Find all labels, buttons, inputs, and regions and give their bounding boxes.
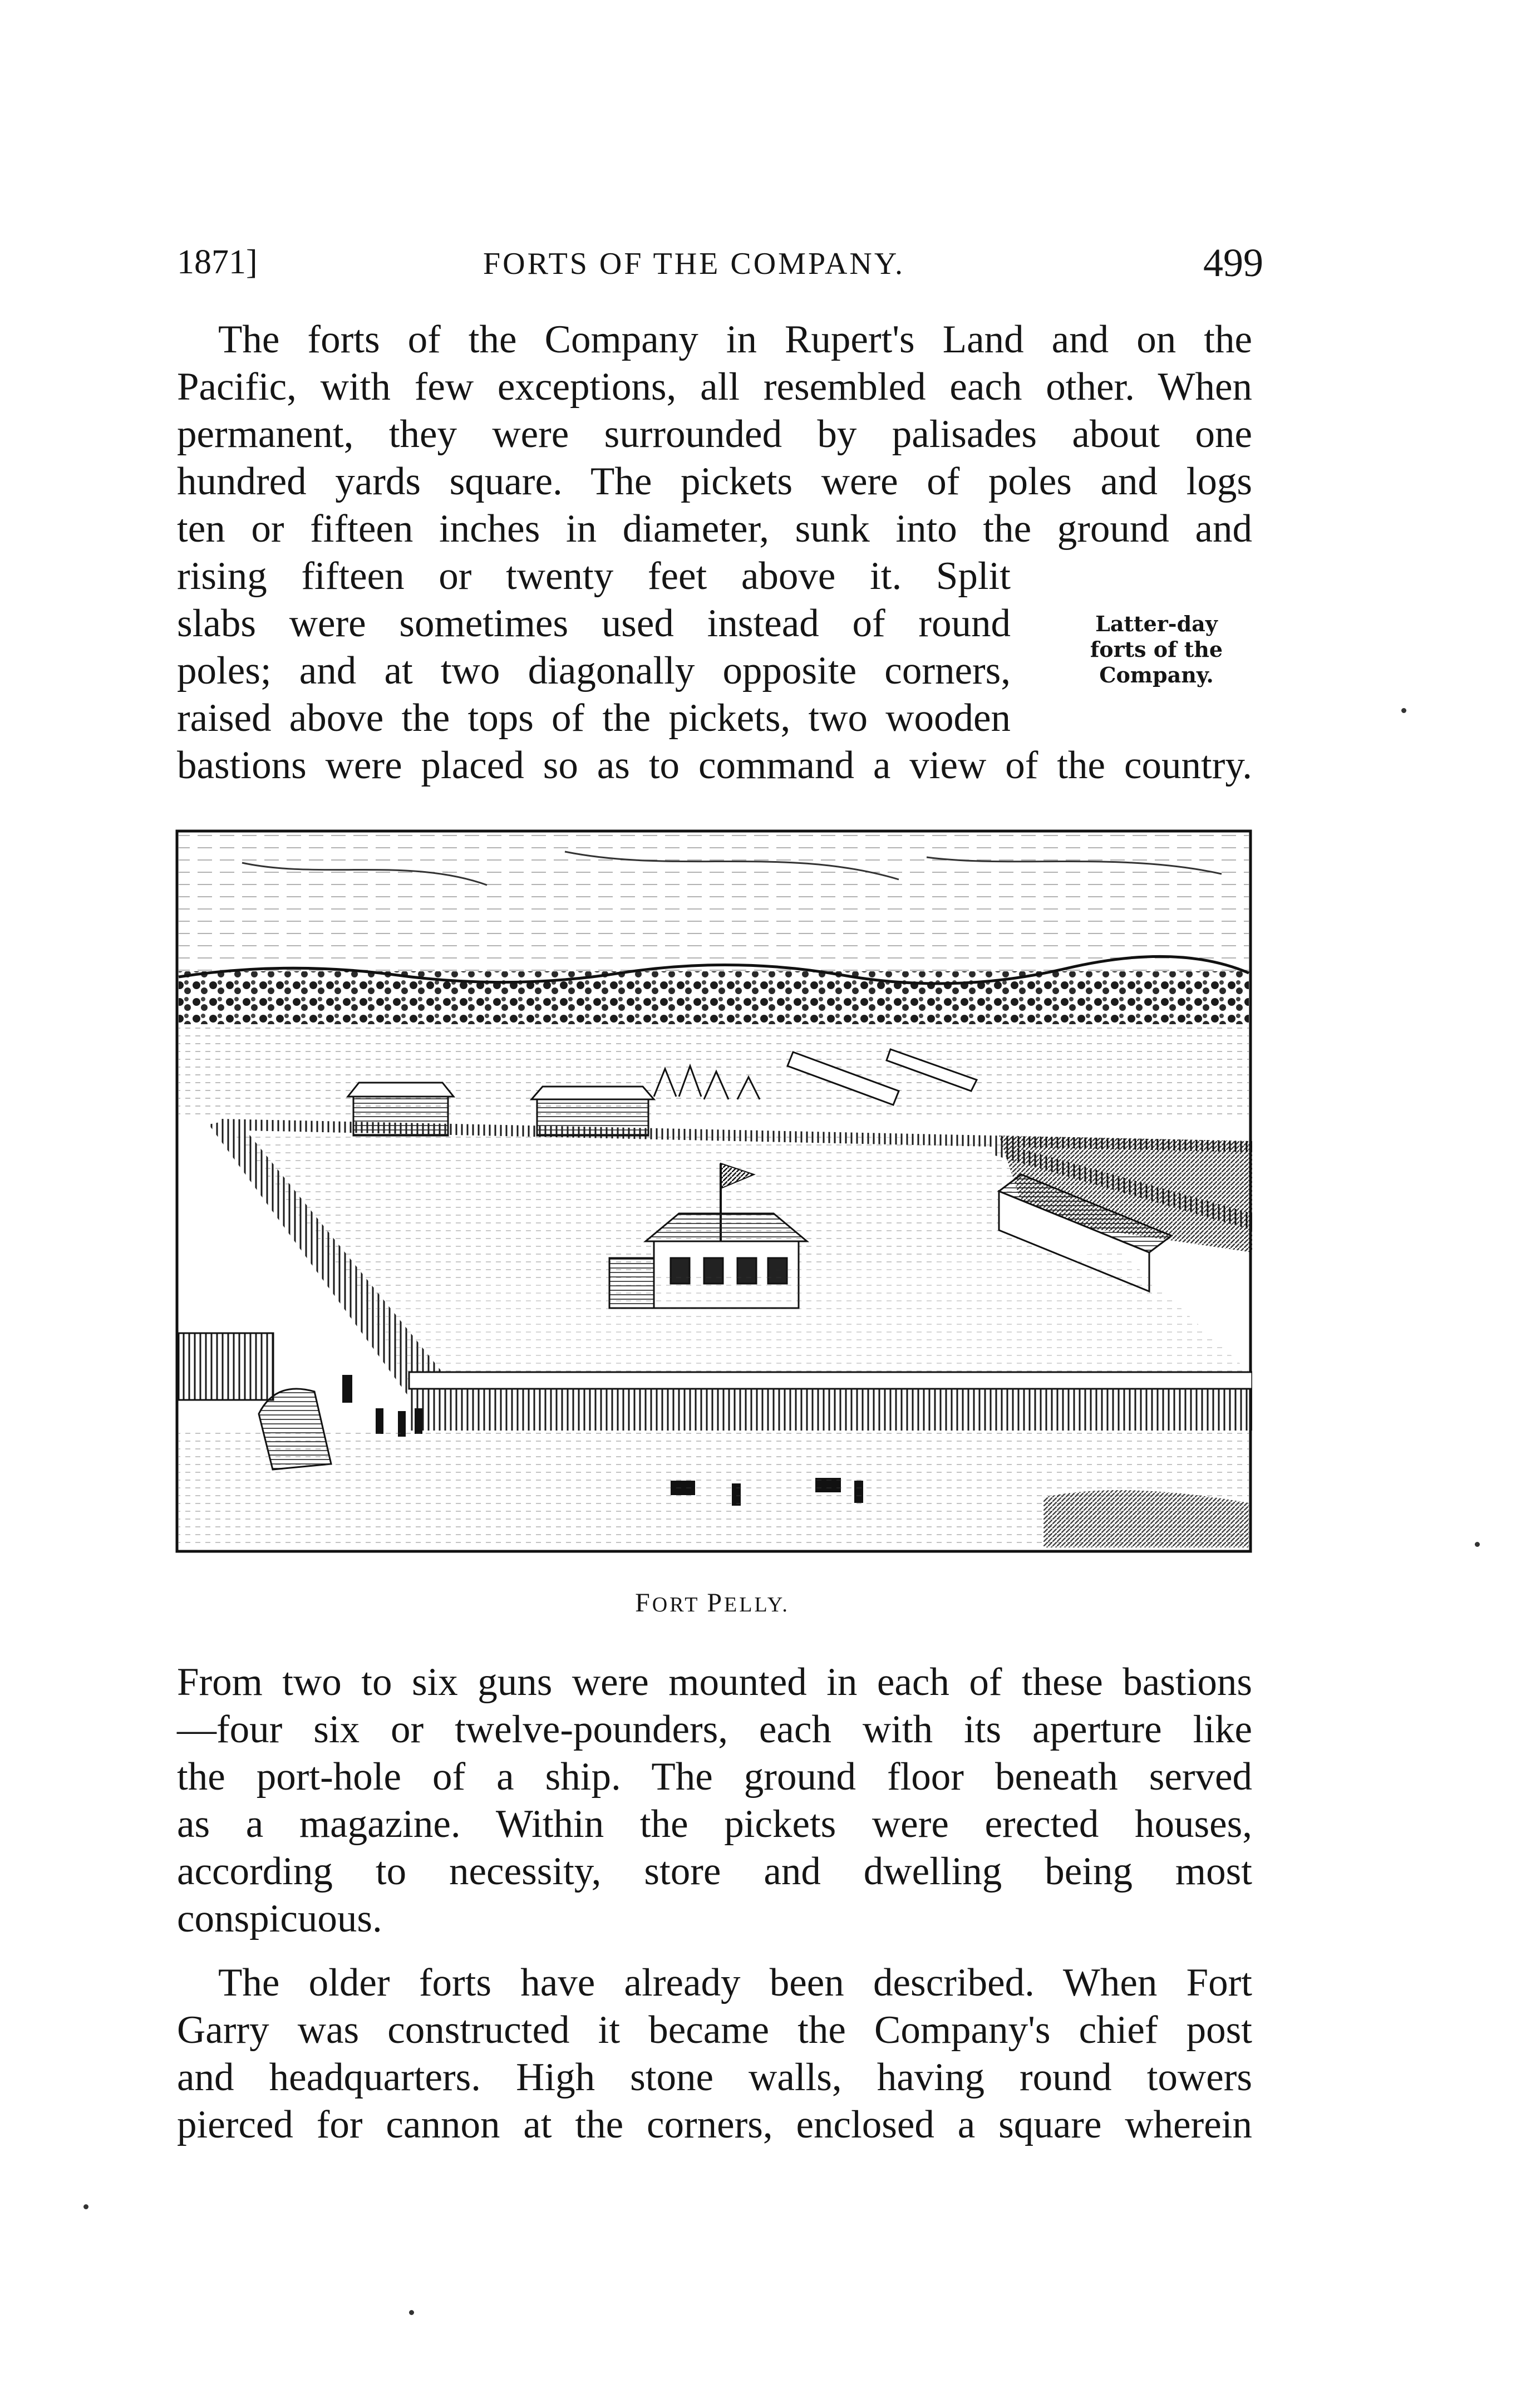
speck	[409, 2310, 414, 2315]
text-line: rising fifteen or twenty feet above it. Split	[177, 554, 1011, 598]
side-note-line: Company.	[1099, 662, 1214, 687]
text-line: permanent, they were surrounded by palisades about one	[177, 412, 1252, 456]
text-line: Pacific, with few exceptions, all resembled each other. When	[177, 365, 1252, 409]
text-line: as a magazine. Within the pickets were erected houses,	[177, 1802, 1252, 1846]
speck	[1401, 708, 1406, 713]
text-line: From two to six guns were mounted in each of these bastions	[177, 1660, 1252, 1704]
page-number: 499	[1203, 240, 1263, 285]
text-line: conspicuous.	[177, 1897, 382, 1940]
side-note-line: Latter-day	[1095, 611, 1218, 636]
text-line: ten or fifteen inches in diameter, sunk into the ground and	[177, 507, 1252, 551]
text-line: hundred yards square. The pickets were of poles and logs	[177, 460, 1252, 503]
caption-initial: P	[707, 1588, 725, 1618]
speck	[1475, 1542, 1480, 1547]
text-line: according to necessity, store and dwelling being most	[177, 1850, 1252, 1893]
text-line: and headquarters. High stone walls, having round towers	[177, 2056, 1252, 2099]
text-line: raised above the tops of the pickets, two wooden	[177, 696, 1011, 740]
side-note-line: forts of the	[1090, 637, 1223, 662]
caption-smallcaps: ELLY.	[724, 1593, 790, 1616]
text-line: Garry was constructed it became the Company's chief post	[177, 2008, 1252, 2052]
header-year: 1871]	[177, 243, 258, 281]
caption-initial: F	[635, 1588, 652, 1618]
fort-pelly-engraving	[175, 829, 1252, 1553]
text-line: The forts of the Company in Rupert's Land and on the	[218, 318, 1252, 361]
text-line: The older forts have already been described. When Fort	[218, 1961, 1252, 2004]
text-line: bastions were placed so as to command a view of the country.	[177, 744, 1252, 787]
text-line: slabs were sometimes used instead of round	[177, 602, 1011, 645]
side-note	[1067, 611, 1246, 688]
text-line: pierced for cannon at the corners, enclosed a square wherein	[177, 2103, 1252, 2146]
caption-smallcaps: ORT	[652, 1593, 707, 1616]
text-line: —four six or twelve-pounders, each with its aperture like	[177, 1708, 1252, 1751]
header-title: FORTS OF THE COMPANY.	[483, 247, 905, 281]
text-line: the port-hole of a ship. The ground floor beneath served	[177, 1755, 1252, 1798]
figure-caption	[557, 1588, 868, 1618]
speck	[83, 2204, 88, 2209]
text-line: poles; and at two diagonally opposite corners,	[177, 649, 1011, 692]
